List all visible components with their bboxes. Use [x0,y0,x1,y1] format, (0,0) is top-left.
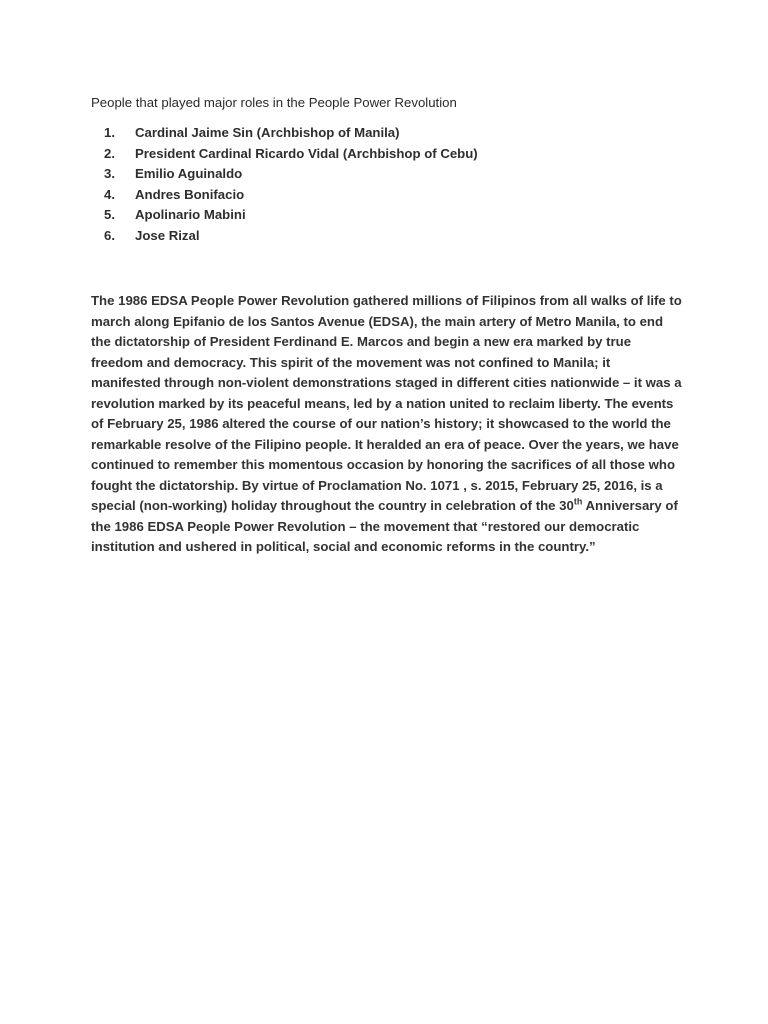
document-heading: People that played major roles in the People Power Revolution [91,95,457,110]
list-item-name: President Cardinal Ricardo Vidal (Archbishop of Cebu) [135,145,478,161]
paragraph-text-start: The 1986 EDSA People Power Revolution gathered millions of Filipinos from all walks of life to march along Epifanio de los Santos Avenue (EDSA), the main artery of Metro Manila, to end the dictatorship of President Ferdinand E. Marcos and begin a new era marked by true freedom and democracy. This spirit of the movement was not confined to Manila; it manifested through non-violent demonstrations staged in different cities nationwide – it was a revolution marked by its peaceful means, led by a nation united to reclaim liberty. The events of February 25, 1986 altered the course of our nation’s history; it showcased to the world the remarkable resolve of the Filipino people. It heralded an era of peace. Over the years, we have continued to remember this momentous occasion by honoring the sacrifices of all those who fought the dictatorship. By virtue of Proclamation No. 1071 , s. 2015, February 25, 2016, is a special (non-working) holiday throughout the country in celebration of the 30 [91,293,682,513]
people-list [91,123,691,246]
list-number: 6. [104,227,115,243]
body-paragraph [91,291,683,558]
list-item [91,205,691,226]
list-item [91,123,691,144]
list-number: 4. [104,186,115,202]
list-number: 1. [104,125,115,140]
list-item [91,226,691,247]
list-item [91,164,691,185]
document-page [91,93,691,571]
list-number: 2. [104,145,115,161]
list-item [91,144,691,165]
list-item-name: Jose Rizal [135,227,200,243]
list-item-name: Cardinal Jaime Sin (Archbishop of Manila) [135,125,400,140]
list-item-name: Apolinario Mabini [135,207,246,222]
ordinal-superscript: th [573,496,583,507]
list-item-name: Emilio Aguinaldo [135,166,243,181]
paragraph-text-end: Anniversary of the 1986 EDSA People Power Revolution – the movement that “restored our democratic institution and ushered in political, social and economic reforms in the country.” [91,498,678,554]
list-item [91,185,691,206]
list-number: 5. [104,207,115,222]
list-number: 3. [104,166,115,181]
list-item-name: Andres Bonifacio [135,186,245,202]
